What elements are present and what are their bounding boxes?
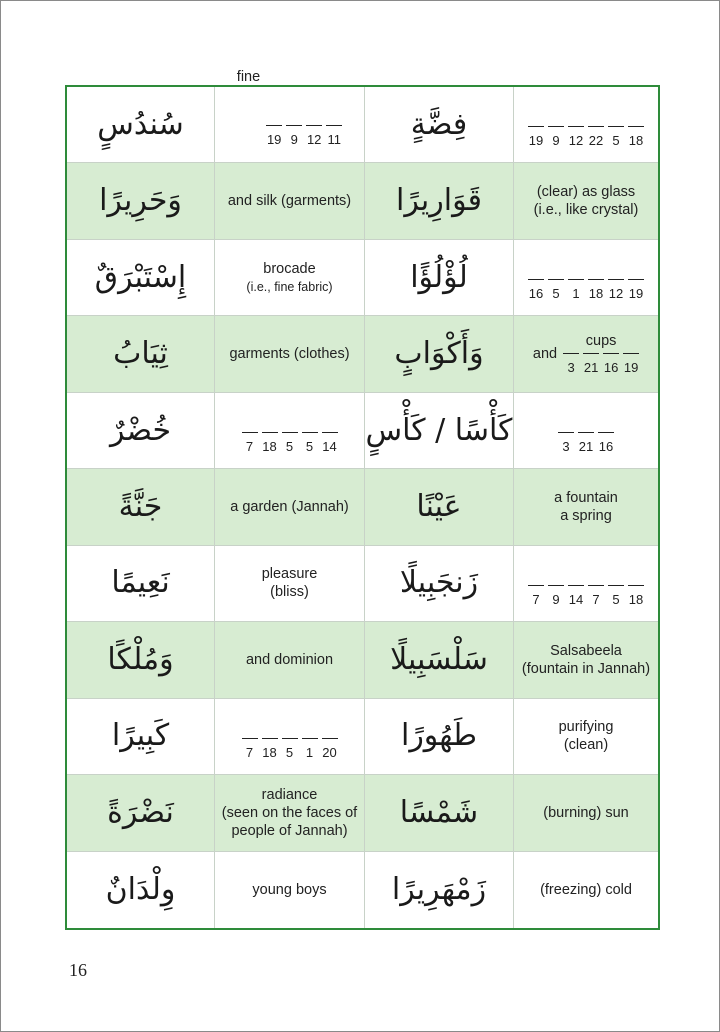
arabic-word: إِسْتَبْرَقٌ — [94, 259, 187, 295]
code-number: 19 — [623, 353, 639, 375]
meaning-cell — [514, 546, 658, 622]
arabic-word: سُندُسٍ — [97, 106, 184, 142]
code-number: 7 — [242, 432, 258, 454]
arabic-word-cell — [365, 163, 514, 239]
code-number: 9 — [548, 585, 564, 607]
code-number: 7 — [242, 738, 258, 760]
code-number: 20 — [322, 738, 338, 760]
meaning-cell — [215, 393, 365, 469]
meaning-text — [252, 881, 326, 899]
arabic-word: نَعِيمًا — [111, 565, 170, 601]
letter-code-group — [514, 546, 658, 621]
code-number: 18 — [628, 585, 644, 607]
meaning-cell — [514, 469, 658, 545]
meaning-cell — [514, 775, 658, 851]
code-number: 12 — [608, 279, 624, 301]
meaning-line: Salsabeela — [550, 642, 622, 659]
arabic-word-cell — [67, 546, 215, 622]
meaning-line: a garden (Jannah) — [230, 498, 349, 515]
meaning-text — [540, 881, 632, 899]
code-number: 18 — [262, 738, 278, 760]
meaning-cell — [514, 240, 658, 316]
arabic-word-cell — [365, 699, 514, 775]
meaning-text — [246, 651, 333, 669]
arabic-word-cell — [67, 316, 215, 392]
stacked-meaning — [563, 333, 639, 375]
code-number: 16 — [598, 432, 614, 454]
arabic-word: ثِيَابُ — [113, 336, 168, 372]
arabic-word: لُؤْلُؤًا — [410, 259, 468, 295]
code-number: 19 — [266, 125, 282, 147]
arabic-word-cell — [67, 622, 215, 698]
letter-code-group — [514, 240, 658, 315]
arabic-word-cell — [365, 852, 514, 928]
meaning-line: brocade — [263, 260, 316, 277]
letter-code-group — [514, 87, 658, 162]
meaning-cell — [215, 775, 365, 851]
arabic-word: جَنَّةً — [118, 488, 163, 524]
code-list — [563, 353, 639, 375]
meaning-cell — [215, 240, 365, 316]
meaning-line: (burning) sun — [543, 804, 629, 821]
meaning-subline: (i.e., fine fabric) — [246, 279, 333, 294]
code-number: 16 — [603, 353, 619, 375]
code-number: 21 — [578, 432, 594, 454]
code-number: 11 — [326, 125, 342, 147]
arabic-word: وَحَرِيرًا — [99, 183, 182, 219]
code-number: 22 — [588, 126, 604, 148]
code-number: 7 — [528, 585, 544, 607]
code-number: 18 — [262, 432, 278, 454]
code-number: 5 — [608, 126, 624, 148]
code-number: 9 — [286, 125, 302, 147]
meaning-line: a fountain — [554, 489, 618, 506]
meaning-line: young boys — [252, 881, 327, 898]
arabic-word: قَوَارِيرًا — [396, 183, 482, 219]
meaning-text — [534, 183, 639, 219]
arabic-word-cell — [67, 87, 215, 163]
meaning-cell — [215, 469, 365, 545]
meaning-text — [230, 498, 349, 516]
meaning-line: a spring — [560, 507, 612, 524]
meaning-cell — [514, 622, 658, 698]
arabic-word-cell — [67, 775, 215, 851]
meaning-text — [554, 489, 618, 525]
arabic-word: خُضْرٌ — [109, 412, 172, 448]
meaning-line: pleasure — [261, 566, 318, 583]
code-number: 18 — [628, 126, 644, 148]
meaning-text — [522, 642, 650, 678]
meaning-line: (clear) as glass — [536, 184, 636, 201]
arabic-word-cell — [365, 775, 514, 851]
meaning-text — [262, 565, 318, 601]
code-list — [558, 432, 614, 454]
meaning-cell — [215, 69, 365, 163]
arabic-word: وِلْدَانٌ — [105, 871, 176, 907]
meaning-line: garments (clothes) — [229, 346, 350, 363]
arabic-word: وَأَكْوَابٍ — [394, 336, 484, 372]
code-list — [528, 279, 644, 301]
code-number: 9 — [548, 126, 564, 148]
meaning-line: (fountain in Jannah) — [521, 660, 651, 677]
code-number: 7 — [588, 585, 604, 607]
arabic-word-cell — [67, 699, 215, 775]
code-number: 14 — [322, 432, 338, 454]
code-list — [528, 585, 644, 607]
code-number: 5 — [302, 432, 318, 454]
arabic-word: كَبِيرًا — [111, 718, 170, 754]
letter-code-group — [514, 316, 658, 391]
code-number: 5 — [608, 585, 624, 607]
arabic-word: سَلْسَبِيلًا — [390, 641, 488, 677]
meaning-line: and dominion — [245, 651, 334, 668]
code-list — [528, 126, 644, 148]
meaning-cell — [215, 622, 365, 698]
letter-code-group — [215, 699, 364, 774]
arabic-word: فِضَّةٍ — [410, 106, 468, 142]
meaning-cell — [215, 852, 365, 928]
code-number: 12 — [306, 125, 322, 147]
letter-code-group — [215, 393, 364, 468]
code-number: 3 — [563, 353, 579, 375]
meaning-line: (i.e., like crystal) — [533, 202, 639, 219]
arabic-word: وَمُلْكًا — [107, 641, 174, 677]
letter-code-group — [514, 393, 658, 468]
code-number: 5 — [548, 279, 564, 301]
arabic-word-cell — [67, 240, 215, 316]
code-number: 5 — [282, 432, 298, 454]
meaning-line: (clean) — [563, 737, 609, 754]
meaning-cell — [215, 546, 365, 622]
code-number: 1 — [568, 279, 584, 301]
arabic-word-cell — [67, 469, 215, 545]
meaning-cell — [514, 852, 658, 928]
code-list — [242, 432, 338, 454]
arabic-word: زَمْهَرِيرًا — [391, 871, 487, 907]
code-number: 18 — [588, 279, 604, 301]
page-number: 16 — [69, 960, 87, 980]
meaning-text — [228, 192, 351, 210]
meaning-line: radiance — [261, 786, 318, 803]
arabic-word-cell — [365, 393, 514, 469]
meaning-text — [229, 345, 349, 363]
meaning-line: and silk (garments) — [227, 193, 352, 210]
arabic-word-cell — [365, 87, 514, 163]
arabic-word: طَهُورًا — [400, 718, 478, 754]
meaning-prefix: fine — [236, 69, 261, 85]
meaning-cell — [215, 699, 365, 775]
meaning-cell — [514, 163, 658, 239]
arabic-word-cell — [365, 546, 514, 622]
meaning-cell — [514, 699, 658, 775]
meaning-text — [559, 718, 614, 754]
meaning-cell — [514, 87, 658, 163]
code-list — [242, 738, 338, 760]
meaning-cell — [215, 316, 365, 392]
code-list — [266, 125, 342, 147]
meaning-word: cups — [585, 333, 617, 350]
code-number: 19 — [528, 126, 544, 148]
code-number: 19 — [628, 279, 644, 301]
arabic-word-cell — [67, 393, 215, 469]
arabic-word-cell — [365, 622, 514, 698]
code-number: 21 — [583, 353, 599, 375]
code-number: 1 — [302, 738, 318, 760]
code-number: 16 — [528, 279, 544, 301]
arabic-word: عَيْنًا — [416, 488, 462, 524]
arabic-word-cell — [365, 240, 514, 316]
arabic-word-cell — [365, 469, 514, 545]
meaning-prefix: and — [532, 346, 558, 363]
meaning-line: (freezing) cold — [540, 881, 632, 898]
meaning-text — [246, 260, 332, 296]
meaning-line: (seen on the faces of — [221, 804, 358, 821]
meaning-line: purifying — [558, 719, 614, 736]
meaning-line: people of Jannah) — [231, 822, 348, 839]
meaning-cell — [514, 316, 658, 392]
letter-code-group — [215, 69, 364, 162]
meaning-line: (bliss) — [270, 584, 309, 601]
code-number: 5 — [282, 738, 298, 760]
arabic-word-cell — [365, 316, 514, 392]
meaning-cell — [215, 163, 365, 239]
arabic-word: كَأْسًا / كَأْسٍ — [365, 412, 513, 448]
vocabulary-table — [65, 69, 660, 930]
meaning-cell — [514, 393, 658, 469]
meaning-text — [543, 804, 628, 822]
arabic-word: زَنجَبِيلًا — [399, 565, 479, 601]
arabic-word: شَمْسًا — [399, 794, 479, 830]
code-number: 3 — [558, 432, 574, 454]
arabic-word-cell — [67, 163, 215, 239]
arabic-word: نَضْرَةً — [107, 794, 174, 830]
code-number: 14 — [568, 585, 584, 607]
code-number: 12 — [568, 126, 584, 148]
arabic-word-cell — [67, 852, 215, 928]
meaning-text — [222, 786, 357, 840]
